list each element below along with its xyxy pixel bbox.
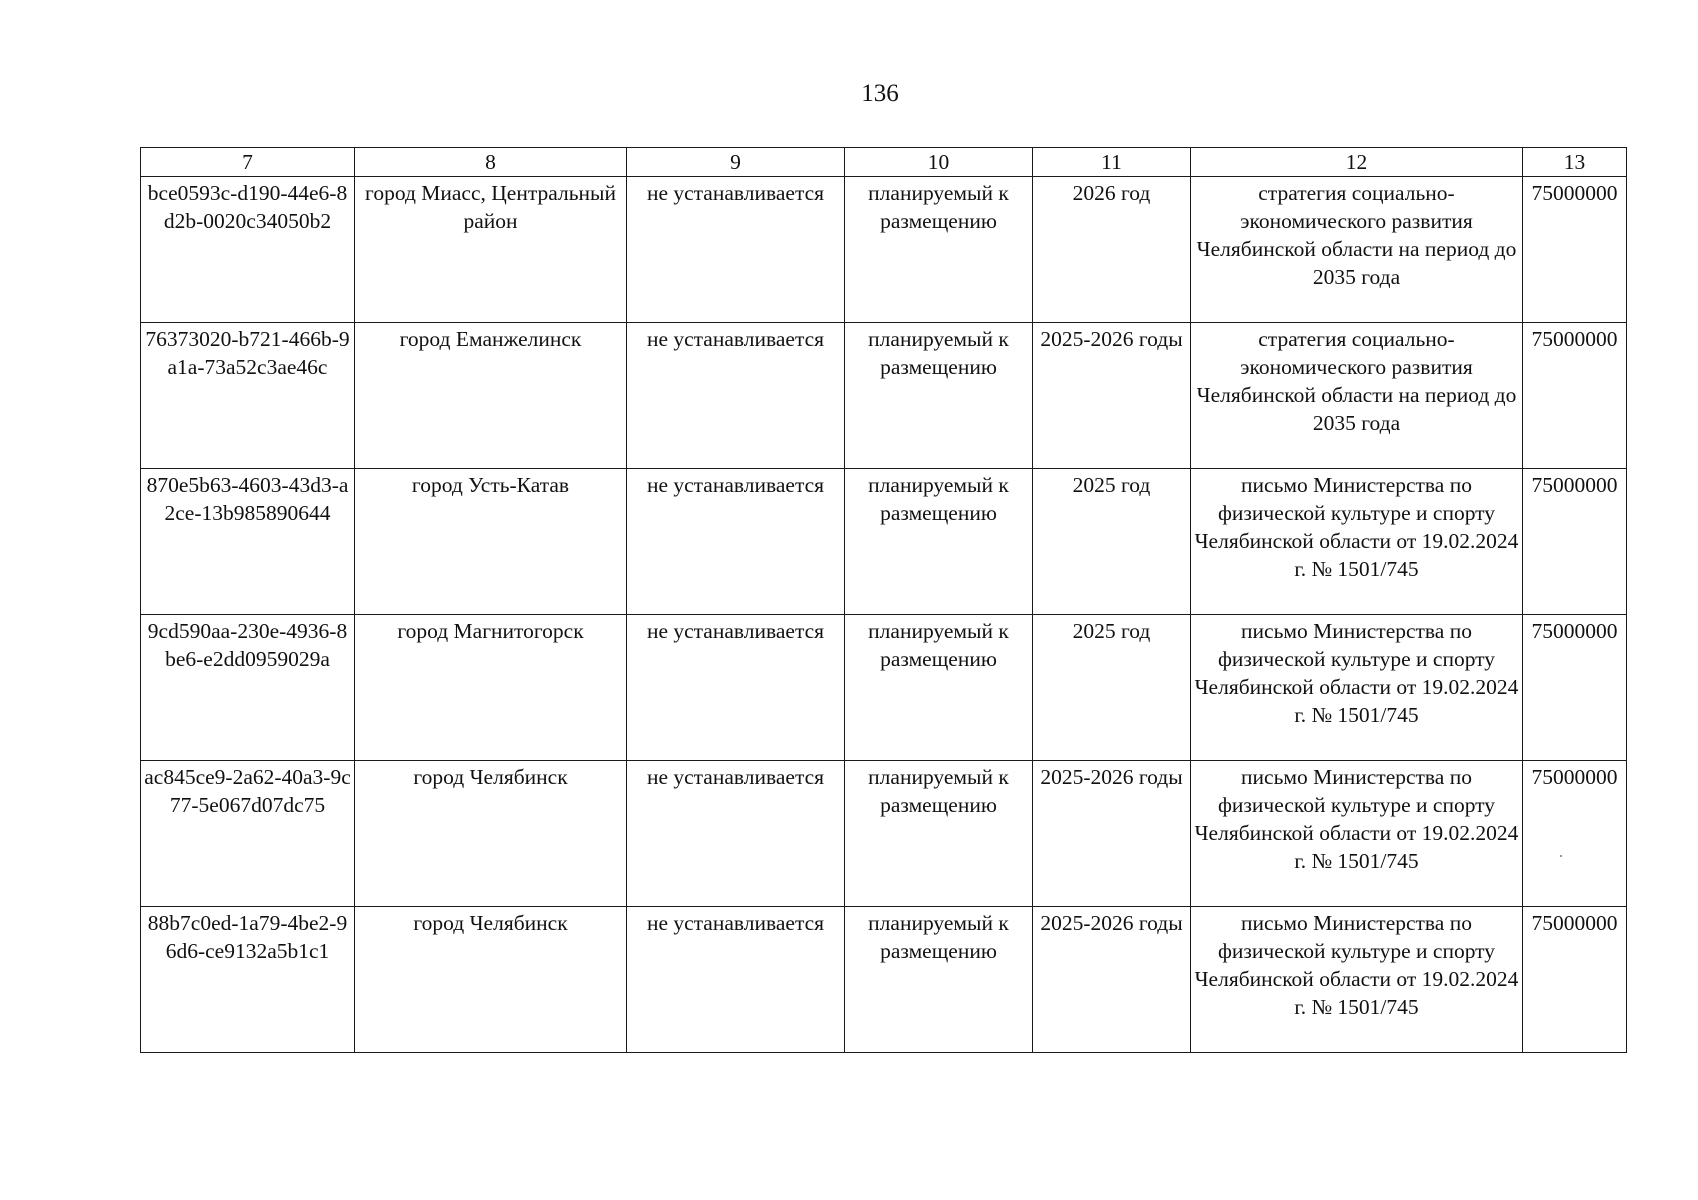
- page-number: 136: [861, 80, 899, 107]
- location-cell: город Усть-Катав: [355, 469, 627, 615]
- period-cell: 2025 год: [1033, 615, 1191, 761]
- location-cell: город Миасс, Центральный район: [355, 177, 627, 323]
- zone-cell: не устанавливается: [627, 907, 845, 1053]
- status-cell: планируемый к размещению: [845, 761, 1033, 907]
- basis-cell: стратегия социально-экономического развития Челябинской области на период до 2035 года: [1191, 323, 1523, 469]
- table-row: [141, 907, 1627, 1053]
- table-row: [141, 177, 1627, 323]
- basis-cell: письмо Министерства по физической культуре и спорту Челябинской области от 19.02.2024 г. № 1501/745: [1191, 907, 1523, 1053]
- basis-cell: стратегия социально-экономического развития Челябинской области на период до 2035 года: [1191, 177, 1523, 323]
- table-row: [141, 469, 1627, 615]
- period-cell: 2026 год: [1033, 177, 1191, 323]
- column-header: 8: [355, 148, 627, 177]
- location-cell: город Челябинск: [355, 907, 627, 1053]
- column-header: 13: [1523, 148, 1627, 177]
- column-header: 10: [845, 148, 1033, 177]
- table-row: [141, 615, 1627, 761]
- period-cell: 2025-2026 годы: [1033, 907, 1191, 1053]
- zone-cell: не устанавливается: [627, 177, 845, 323]
- basis-cell: письмо Министерства по физической культуре и спорту Челябинской области от 19.02.2024 г. № 1501/745: [1191, 615, 1523, 761]
- status-cell: планируемый к размещению: [845, 323, 1033, 469]
- table-row: [141, 323, 1627, 469]
- object-id-cell: 870e5b63-4603-43d3-a2ce-13b985890644: [141, 469, 355, 615]
- location-cell: город Еманжелинск: [355, 323, 627, 469]
- object-id-cell: ac845ce9-2a62-40a3-9c77-5e067d07dc75: [141, 761, 355, 907]
- status-cell: планируемый к размещению: [845, 469, 1033, 615]
- code-cell: 75000000: [1523, 615, 1627, 761]
- column-header: 11: [1033, 148, 1191, 177]
- period-cell: 2025-2026 годы: [1033, 323, 1191, 469]
- status-cell: планируемый к размещению: [845, 615, 1033, 761]
- zone-cell: не устанавливается: [627, 615, 845, 761]
- period-cell: 2025 год: [1033, 469, 1191, 615]
- object-id-cell: 88b7c0ed-1a79-4be2-96d6-ce9132a5b1c1: [141, 907, 355, 1053]
- table-row: [141, 761, 1627, 907]
- location-cell: город Челябинск: [355, 761, 627, 907]
- column-header: 7: [141, 148, 355, 177]
- column-header: 12: [1191, 148, 1523, 177]
- zone-cell: не устанавливается: [627, 761, 845, 907]
- status-cell: планируемый к размещению: [845, 177, 1033, 323]
- zone-cell: не устанавливается: [627, 323, 845, 469]
- object-id-cell: 9cd590aa-230e-4936-8be6-e2dd0959029a: [141, 615, 355, 761]
- location-cell: город Магнитогорск: [355, 615, 627, 761]
- registry-table: [140, 147, 1627, 1053]
- object-id-cell: 76373020-b721-466b-9a1a-73a52c3ae46c: [141, 323, 355, 469]
- code-cell: 75000000: [1523, 761, 1627, 907]
- code-cell: 75000000: [1523, 177, 1627, 323]
- basis-cell: письмо Министерства по физической культуре и спорту Челябинской области от 19.02.2024 г. № 1501/745: [1191, 761, 1523, 907]
- code-cell: 75000000: [1523, 323, 1627, 469]
- period-cell: 2025-2026 годы: [1033, 761, 1191, 907]
- header-row: [141, 148, 1627, 177]
- column-header: 9: [627, 148, 845, 177]
- scan-speck: [1560, 855, 1562, 857]
- code-cell: 75000000: [1523, 469, 1627, 615]
- object-id-cell: bce0593c-d190-44e6-8d2b-0020c34050b2: [141, 177, 355, 323]
- zone-cell: не устанавливается: [627, 469, 845, 615]
- code-cell: 75000000: [1523, 907, 1627, 1053]
- status-cell: планируемый к размещению: [845, 907, 1033, 1053]
- basis-cell: письмо Министерства по физической культуре и спорту Челябинской области от 19.02.2024 г. № 1501/745: [1191, 469, 1523, 615]
